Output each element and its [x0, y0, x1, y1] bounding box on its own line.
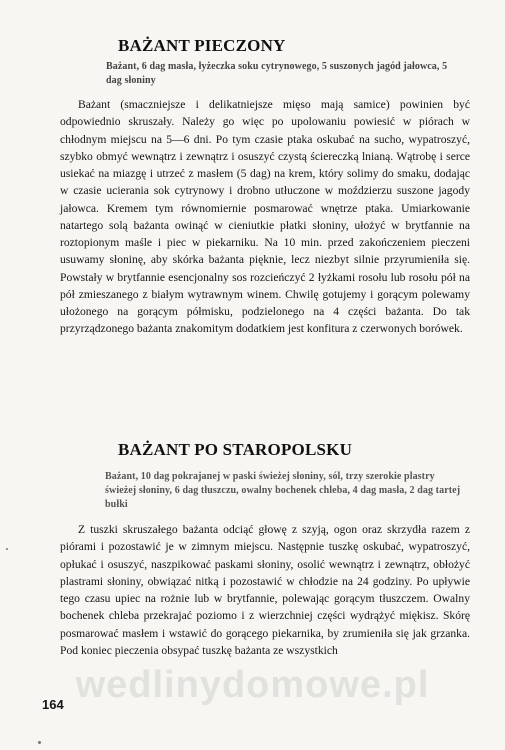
scan-speck [6, 548, 8, 550]
ingredients-old-polish-pheasant: Bażant, 10 dag pokrajanej w paski świeżej słoniny, sól, trzy szerokie plastry świeżej słoniny, 6 dag tłuszczu, owalny bochenek chleba, 4 dag masła, 2 dag tartej bułki [105, 471, 461, 510]
scan-speck [38, 741, 41, 744]
recipe-title-old-polish-pheasant: BAŻANT PO STAROPOLSKU [118, 440, 353, 459]
recipe-title-roast-pheasant: BAŻANT PIECZONY [118, 36, 286, 55]
recipe-body-roast-pheasant: Bażant (smaczniejsze i delikatniejsze mięso mają samice) powinien być odpowiednio skruszały. Należy go więc po upolowaniu powiesić w piórach w chłodnym miejscu na 5—6 dni. Po tym czasie ptaka oskubać na sucho, wypatroszyć, szybko obmyć wewnątrz i zewnątrz i osuszyć czystą ściereczką lnianą. Wątrobę i serce usiekać na miazgę i utrzeć z masłem (5 dag) na krem, który solimy do smaku, dodając w czasie ucierania sok cytrynowy i drobno utłuczone w moździerzu suszone jagody jałowca. Kremem tym równomiernie posmarować wnętrze ptaka. Umiarkowanie natartego solą bażanta owinąć w cieniutkie płatki słoniny, ułożyć w brytfannie na roztopionym maśle i piec w piekarniku. Na 10 min. przed zakończeniem pieczeni usuwamy słoninę, aby skórka bażanta pięknie, lecz niezbyt silnie przyrumieniła się. Powstały w brytfannie esencjonalny sos rozcieńczyć 2 łyżkami rosołu lub rosołu pół na pół zmieszanego z białym wytrawnym winem. Chwilę gotujemy i gorącym polewamy ułożonego na gorącym półmisku, podzielonego na 4 części bażanta. Do tak przyrządzonego bażanta znakomitym dodatkiem jest konfitura z czerwonych borówek. [60, 98, 470, 336]
page-number: 164 [42, 697, 64, 712]
watermark: wedlinydomowe.pl [75, 664, 430, 706]
ingredients-roast-pheasant: Bażant, 6 dag masła, łyżeczka soku cytrynowego, 5 suszonych jagód jałowca, 5 dag słoniny [106, 61, 448, 86]
recipe-body-old-polish-pheasant: Z tuszki skruszałego bażanta odciąć głowę z szyją, ogon oraz skrzydła razem z piórami i pozostawić je w zimnym miejscu. Następnie tuszkę oskubać, wypatroszyć, opłukać i osuszyć, naszpikować paskami słoniny, osolić wewnątrz i zewnątrz, obłożyć plastrami słoniny, obwiązać nitką i pozostawić w chłodzie na 24 godziny. Po upływie tego czasu upiec na rożnie lub w brytfannie, polewając gorącym tłuszczem. Owalny bochenek chleba przekrajać poziomo i z wierzchniej części wydrążyć miękisz. Skórę posmarować masłem i wstawić do gorącego piekarnika, by zrumieniła się jak grzanka. Pod koniec pieczenia obsypać tuszkę bażanta ze wszystkich [60, 523, 470, 657]
